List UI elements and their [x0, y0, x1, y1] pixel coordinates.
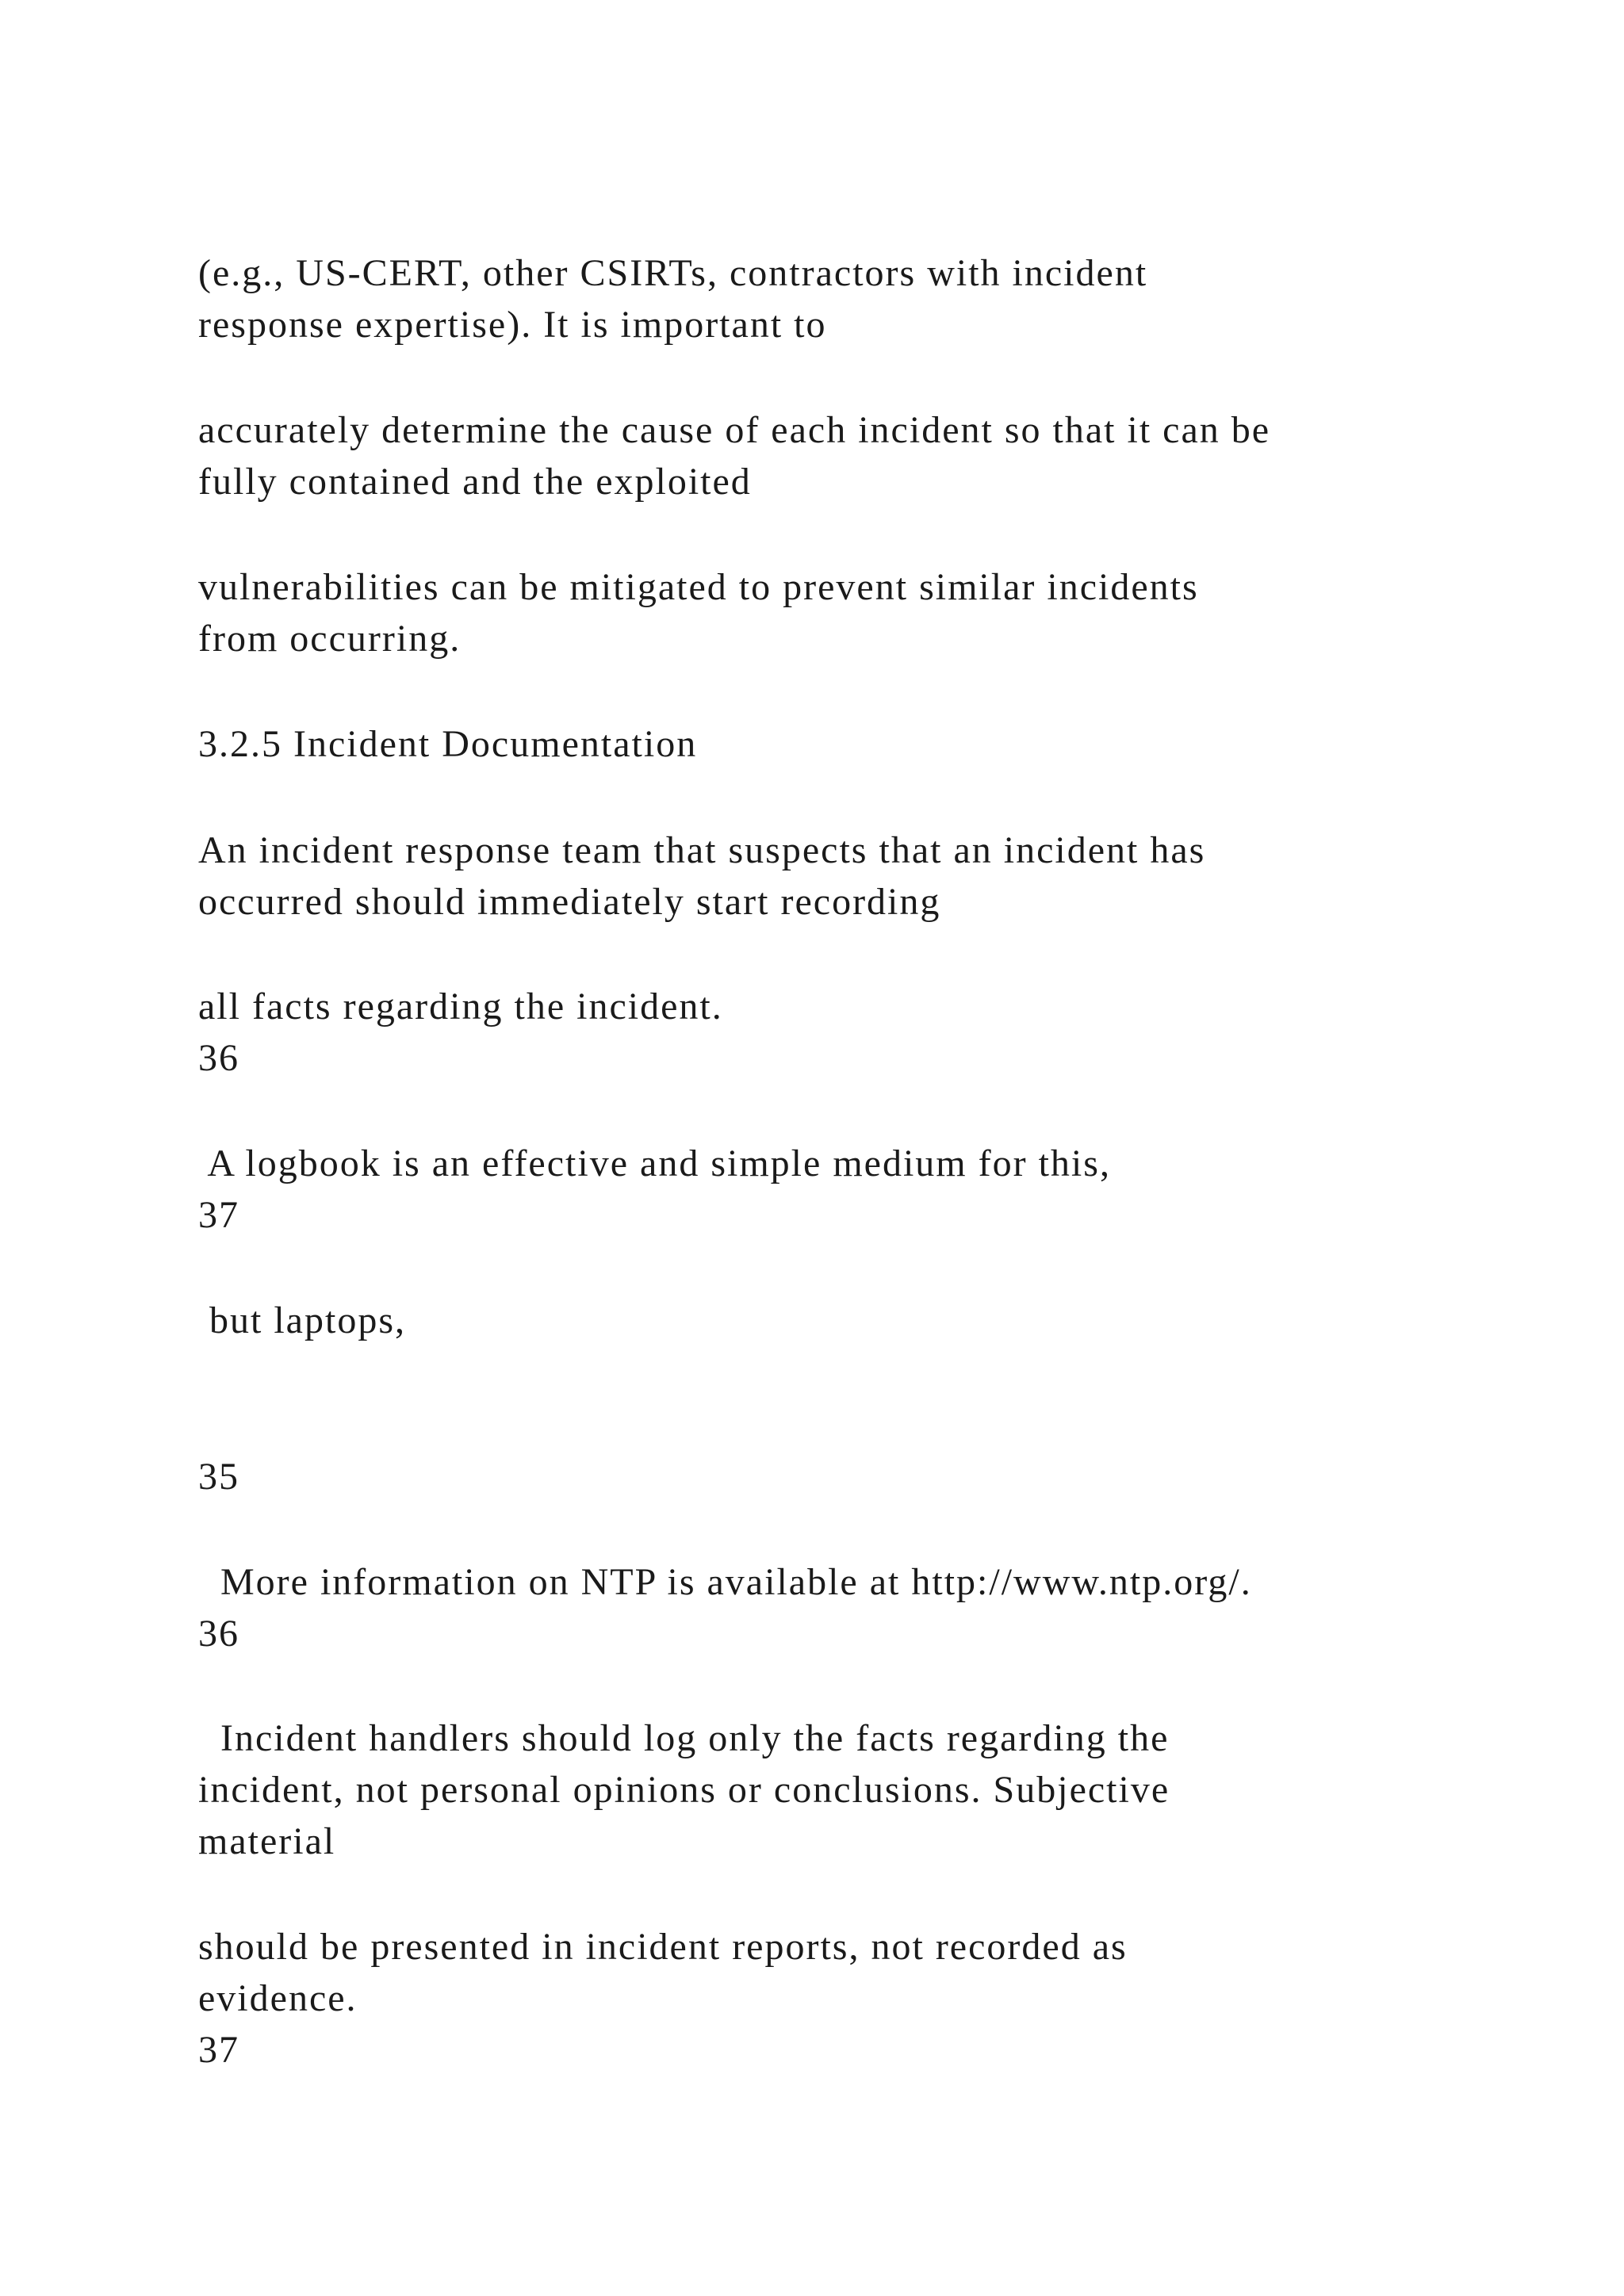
- footnote-36-line-2: incident, not personal opinions or conclusions. Subjective: [198, 1769, 1170, 1811]
- paragraph-line-7: An incident response team that suspects that an incident has: [198, 829, 1206, 871]
- paragraph-line-5: vulnerabilities can be mitigated to prevent similar incidents: [198, 566, 1199, 608]
- paragraph-line-4: fully contained and the exploited: [198, 461, 752, 503]
- paragraph-line-1: (e.g., US-CERT, other CSIRTs, contractors with incident: [198, 252, 1148, 294]
- footnote-number-35: 35: [198, 1456, 239, 1498]
- footnote-36-line-4: should be presented in incident reports, not recorded as: [198, 1926, 1128, 1968]
- footnote-36-line-5: evidence.: [198, 1977, 358, 2019]
- paragraph-line-2: response expertise). It is important to: [198, 304, 827, 346]
- paragraph-line-3: accurately determine the cause of each incident so that it can be: [198, 409, 1271, 451]
- paragraph-line-11: but laptops,: [198, 1299, 406, 1341]
- paragraph-line-6: from occurring.: [198, 618, 462, 660]
- footnote-number-37: 37: [198, 2029, 239, 2071]
- paragraph-line-9: all facts regarding the incident.: [198, 985, 723, 1027]
- footnote-ref-36: 36: [198, 1037, 239, 1079]
- footnote-36-line-3: material: [198, 1820, 336, 1862]
- footnote-ref-37: 37: [198, 1194, 239, 1236]
- paragraph-line-10: A logbook is an effective and simple medium for this,: [198, 1142, 1111, 1184]
- paragraph-line-8: occurred should immediately start recording: [198, 881, 941, 923]
- footnote-35-text: More information on NTP is available at http://www.ntp.org/.: [198, 1561, 1252, 1603]
- section-heading: 3.2.5 Incident Documentation: [198, 723, 698, 765]
- footnote-number-36: 36: [198, 1613, 239, 1655]
- footnote-36-line-1: Incident handlers should log only the facts regarding the: [198, 1717, 1170, 1759]
